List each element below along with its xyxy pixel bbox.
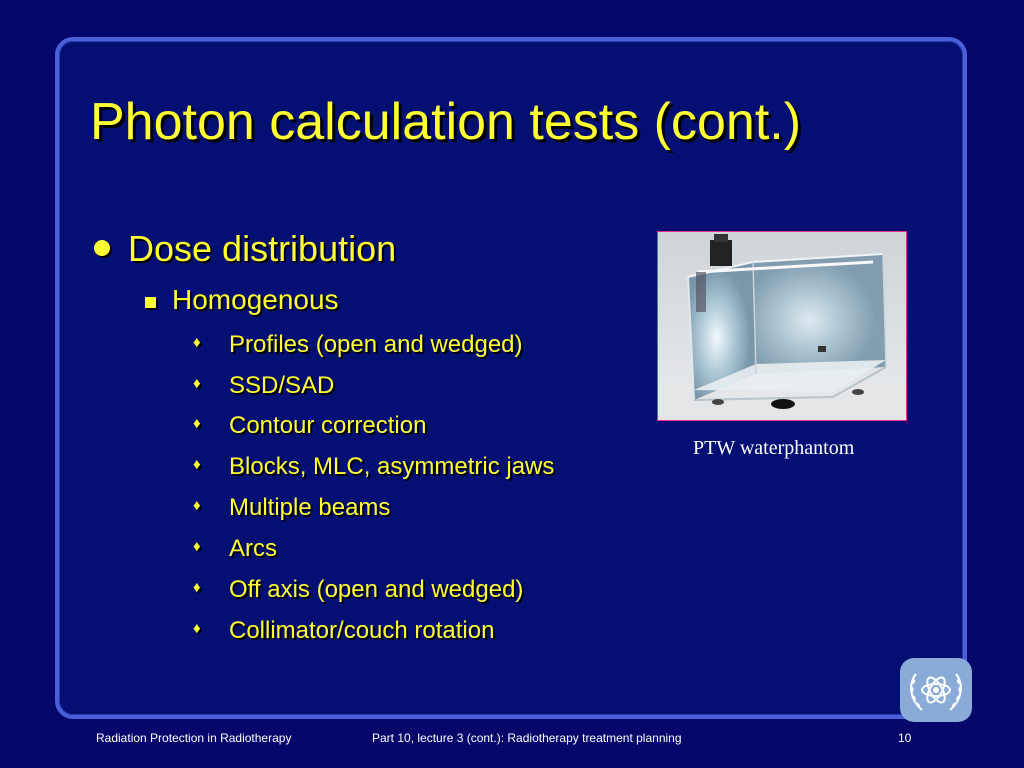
bullet-level3-item — [193, 331, 523, 359]
bullet-level2-text: Homogenous — [172, 284, 339, 315]
iaea-atom-laurel-icon — [904, 662, 968, 718]
square-bullet-icon — [145, 297, 156, 308]
footer-course-title: Radiation Protection in Radiotherapy — [96, 731, 292, 745]
bullet-level3-text: Multiple beams — [229, 494, 391, 521]
bullet-level3-text: Profiles (open and wedged) — [229, 331, 523, 358]
diamond-bullet-icon: ♦ — [193, 375, 201, 392]
bullet-level3-text: SSD/SAD — [229, 372, 335, 399]
bullet-level2 — [172, 284, 339, 316]
bullet-level3-item — [193, 535, 277, 563]
diamond-bullet-icon: ♦ — [193, 579, 201, 596]
footer-lecture-title: Part 10, lecture 3 (cont.): Radiotherapy treatment planning — [372, 731, 682, 745]
bullet-level3-item — [193, 576, 524, 604]
bullet-level3-text: Arcs — [229, 535, 277, 562]
iaea-logo — [900, 658, 972, 722]
bullet-level3-text: Collimator/couch rotation — [229, 617, 495, 644]
bullet-level3-text: Contour correction — [229, 412, 427, 439]
footer-page-number: 10 — [898, 731, 912, 745]
bullet-level3-item — [193, 494, 391, 522]
bullet-level3-text: Off axis (open and wedged) — [229, 576, 524, 603]
bullet-level3-text: Blocks, MLC, asymmetric jaws — [229, 453, 555, 480]
diamond-bullet-icon: ♦ — [193, 538, 201, 555]
bullet-level1-text: Dose distribution — [128, 228, 397, 269]
waterphantom-photo — [657, 231, 907, 421]
bullet-level3-item — [193, 372, 335, 400]
diamond-bullet-icon: ♦ — [193, 334, 201, 351]
diamond-bullet-icon: ♦ — [193, 415, 201, 432]
round-bullet-icon — [94, 240, 110, 256]
figure-caption: PTW waterphantom — [693, 437, 855, 459]
bullet-level3-item — [193, 617, 495, 645]
bullet-level3-item — [193, 412, 427, 440]
bullet-level1 — [128, 228, 396, 270]
slide-title: Photon calculation tests (cont.) — [90, 93, 802, 151]
diamond-bullet-icon: ♦ — [193, 620, 201, 637]
waterphantom-image — [658, 232, 907, 421]
diamond-bullet-icon: ♦ — [193, 456, 201, 473]
diamond-bullet-icon: ♦ — [193, 497, 201, 514]
bullet-level3-item — [193, 453, 555, 481]
